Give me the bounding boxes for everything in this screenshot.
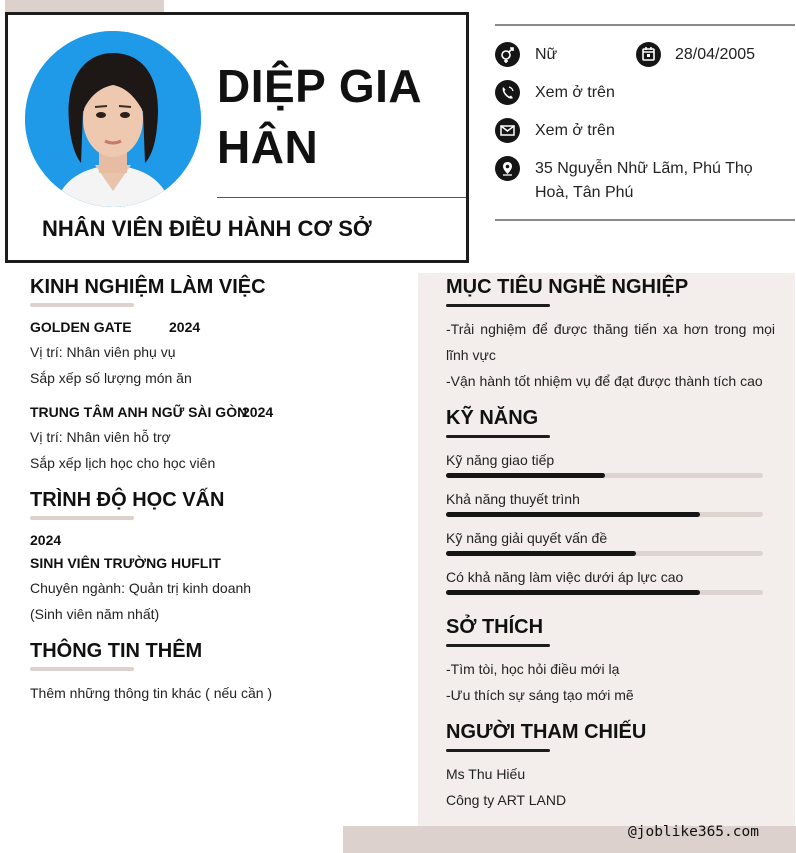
mail-icon: [495, 118, 520, 143]
job-1-position: Vị trí: Nhân viên phụ vụ: [30, 344, 176, 360]
job-2-task: Sắp xếp lịch học cho học viên: [30, 455, 216, 471]
calendar-icon: [636, 42, 661, 67]
skill-4-label: Có khả năng làm việc dưới áp lực cao: [446, 569, 684, 585]
hobbies-title: SỞ THÍCH: [446, 616, 544, 638]
job-2-year: 2024: [242, 404, 274, 420]
education-school: SINH VIÊN TRƯỜNG HUFLIT: [30, 555, 221, 571]
reference-title: NGƯỜI THAM CHIẾU: [446, 721, 647, 743]
hobby-line-1: -Tìm tòi, học hỏi điều mới lạ: [446, 661, 620, 677]
extra-info-underline: [30, 667, 134, 671]
experience-underline: [30, 303, 134, 307]
phone-icon: [495, 80, 520, 105]
education-underline: [30, 516, 134, 520]
job-2-company: TRUNG TÂM ANH NGỮ SÀI GÒN: [30, 404, 248, 420]
extra-info-text: Thêm những thông tin khác ( nếu cần ): [30, 685, 273, 701]
skills-title: KỸ NĂNG: [446, 407, 539, 429]
hobby-line-2: -Ưu thích sự sáng tạo mới mẽ: [446, 687, 634, 703]
skill-4-bar: [446, 590, 763, 595]
job-1-year: 2024: [169, 319, 201, 335]
experience-title: KINH NGHIỆM LÀM VIỆC: [30, 276, 266, 298]
skill-3-fill: [446, 551, 636, 556]
extra-info-title: THÔNG TIN THÊM: [30, 640, 203, 662]
footer-tag: @joblike365.com: [628, 824, 759, 840]
reference-name: Ms Thu Hiếu: [446, 766, 526, 782]
reference-company: Công ty ART LAND: [446, 792, 567, 808]
location-icon: [495, 156, 520, 181]
address-line-1: 35 Nguyễn Nhữ Lãm, Phú Thọ: [535, 160, 753, 177]
skill-3-bar: [446, 551, 763, 556]
skill-2-label: Khả năng thuyết trình: [446, 491, 580, 507]
full-name: DIỆP GIA HÂN: [217, 60, 421, 173]
hobbies-underline: [446, 644, 550, 647]
education-year: 2024: [30, 532, 62, 548]
skill-4-fill: [446, 590, 700, 595]
gender-value: Nữ: [535, 46, 558, 63]
skills-underline: [446, 435, 550, 438]
email-value: Xem ở trên: [535, 122, 615, 139]
job-1-company: GOLDEN GATE: [30, 319, 132, 335]
contact-bottom-divider: [495, 219, 795, 221]
job-2-position: Vị trí: Nhân viên hỗ trợ: [30, 429, 171, 445]
education-title: TRÌNH ĐỘ HỌC VẤN: [30, 489, 225, 511]
objective-underline: [446, 304, 550, 307]
objective-line-1: -Trải nghiệm để được thăng tiến xa hơn trong mọi lĩnh vực: [446, 321, 775, 363]
education-major: Chuyên ngành: Quản trị kinh doanh: [30, 580, 252, 596]
gender-icon: [495, 42, 520, 67]
objective-line-2: -Vận hành tốt nhiệm vụ để đạt được thành tích cao: [446, 373, 763, 389]
skill-1-label: Kỹ năng giao tiếp: [446, 452, 555, 468]
avatar: [25, 31, 201, 207]
skill-1-bar: [446, 473, 763, 478]
address-line-2: Hoà, Tân Phú: [535, 184, 634, 201]
education-note: (Sinh viên năm nhất): [30, 606, 160, 622]
skill-2-bar: [446, 512, 763, 517]
reference-underline: [446, 749, 550, 752]
name-divider: [217, 197, 466, 198]
portrait-photo: [25, 31, 201, 207]
objective-title: MỤC TIÊU NGHỀ NGHIỆP: [446, 276, 689, 298]
job-title: NHÂN VIÊN ĐIỀU HÀNH CƠ SỞ: [42, 216, 372, 241]
phone-value: Xem ở trên: [535, 84, 615, 101]
skill-3-label: Kỹ năng giải quyết vấn đề: [446, 530, 608, 546]
job-1-task: Sắp xếp số lượng món ăn: [30, 370, 192, 386]
skill-2-fill: [446, 512, 700, 517]
dob-value: 28/04/2005: [675, 46, 756, 63]
contact-top-divider: [495, 24, 795, 26]
skill-1-fill: [446, 473, 605, 478]
